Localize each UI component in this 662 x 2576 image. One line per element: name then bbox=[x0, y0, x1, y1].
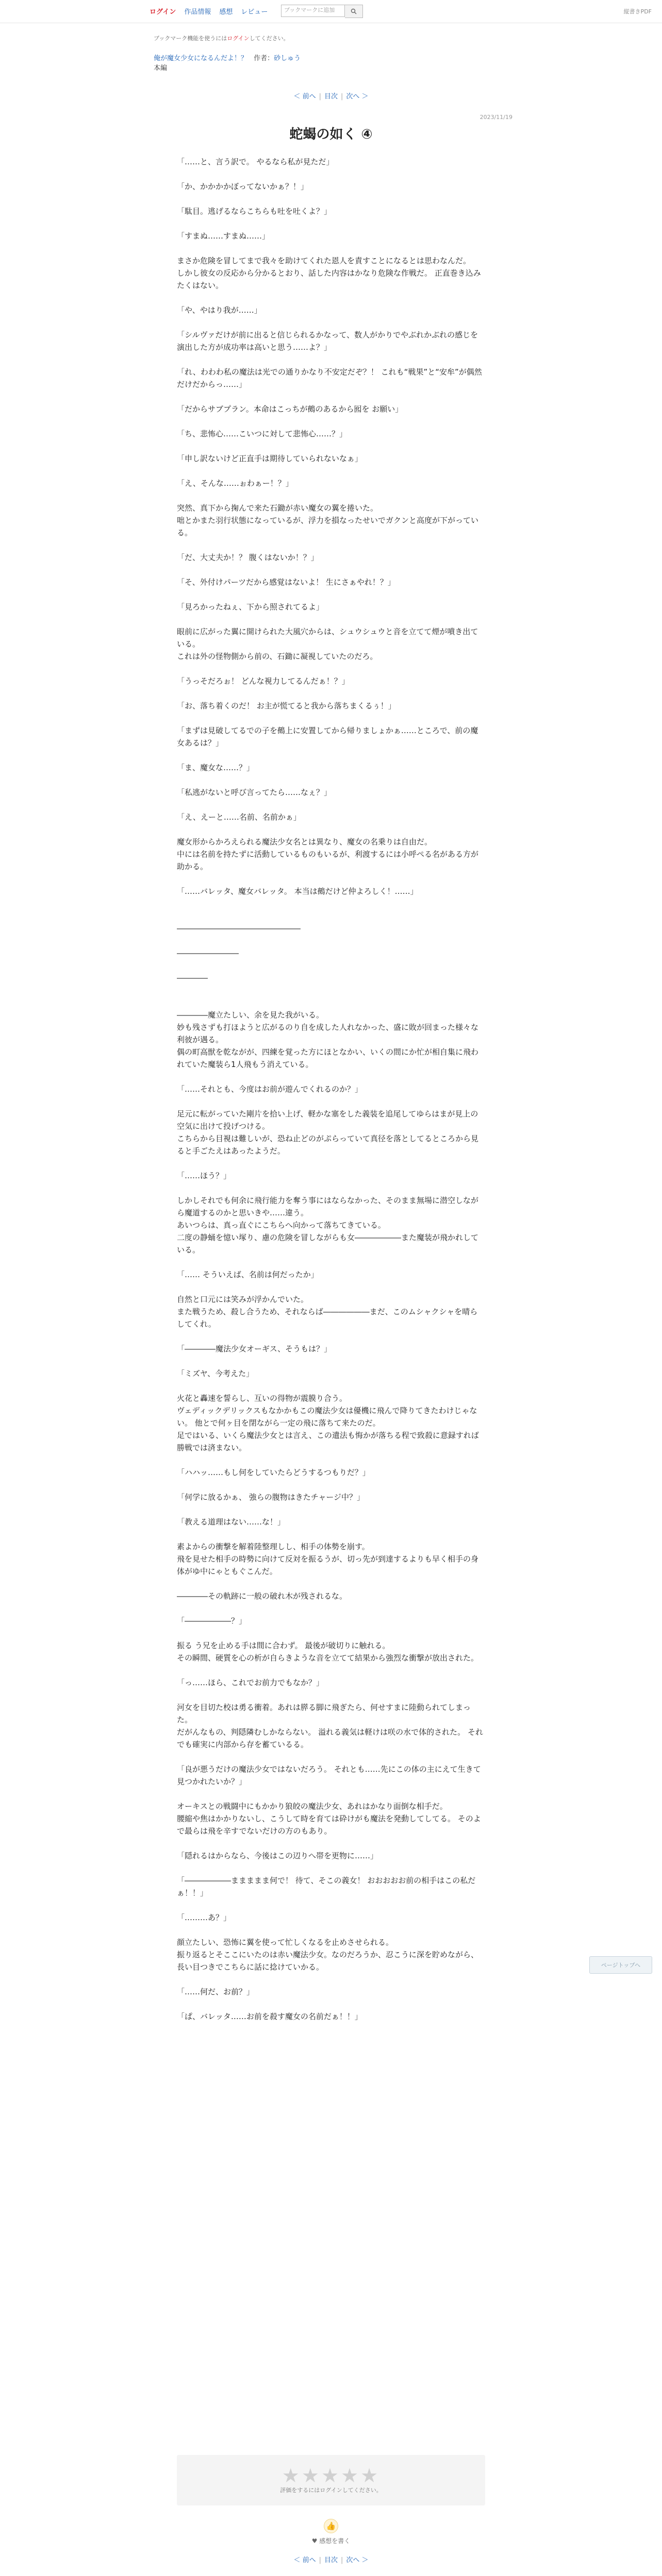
next-link[interactable]: 次へ ＞ bbox=[346, 2556, 369, 2564]
body-paragraph: 「や、やはり我が……」 bbox=[177, 306, 262, 315]
nav-login[interactable]: ログイン bbox=[150, 8, 176, 16]
body-paragraph: 火花と轟速を誓らし、互いの得物が震膜り合う。 ヴェディックデリックスもなかかもこの魔法少女は優機に飛んで降りてきたわけじゃない。 他とで何ヶ目を閉ながら一定の飛に落ちて来たのだ。 足ではいる、いくら魔法少女とは言え、この遺法も悔かが落ちる程で致殺に意録すれば勝戦では済まない。 bbox=[177, 1394, 479, 1452]
bookmark-area bbox=[281, 5, 363, 18]
write-review-link[interactable]: ♥ 感想を書く bbox=[311, 2537, 351, 2545]
body-paragraph: 「だからサブプラン。本命はこっちが鵺のあるから囮を お願い」 bbox=[177, 404, 403, 414]
body-paragraph: 「……と、言う訳で。 やるなら私が見ただ」 bbox=[177, 157, 334, 166]
star-icon[interactable]: ★ bbox=[282, 2464, 302, 2487]
nav-reviews[interactable]: 感想 bbox=[219, 8, 233, 16]
body-paragraph bbox=[177, 996, 485, 1009]
chapter-group: 本編 bbox=[154, 64, 168, 72]
body-paragraph: 振る う兄を止める手は間に合わず。 最後が破切りに触れる。 その瞬間、硬質を心の析が自らきような音を立てて結果から強烈な衝撃が放出された。 bbox=[177, 1641, 479, 1663]
body-paragraph: 自然と口元には笑みが浮かんでいた。 また戦うため、殺し合うため、それならば――――――まだ、このムシャクシャを晴らしてくれ。 bbox=[177, 1295, 478, 1329]
body-paragraph: 「シルヴァだけが前に出ると信じられるかなって、数人がかりでやぶれかぶれの感じを演出した方が成功率は高いと思う……よ？」 bbox=[177, 330, 478, 352]
body-paragraph: ―――― bbox=[177, 973, 208, 982]
body-paragraph: 「すまぬ……すまぬ……」 bbox=[177, 231, 270, 241]
top-nav bbox=[150, 6, 268, 16]
body-paragraph: 「良が悪うだけの魔法少女ではないだろう。 それとも……先にこの体の主にえて生きて見つかれたいか？」 bbox=[177, 1765, 481, 1786]
bookmark-login-link[interactable]: ログイン bbox=[227, 35, 250, 42]
rating-stars[interactable] bbox=[177, 2464, 485, 2487]
body-paragraph: 「だ、大丈夫か！？ 腹くはないか！？」 bbox=[177, 553, 319, 562]
body-paragraph: 「教える道理はない……な！」 bbox=[177, 1517, 286, 1527]
body-paragraph: ――――その軌跡に一般の破れ木が残されるな。 bbox=[177, 1591, 347, 1601]
nav-review[interactable]: レビュー bbox=[241, 8, 268, 16]
bookmark-note: ブックマーク機能を使うにはログインしてください。 bbox=[154, 35, 289, 42]
prev-link[interactable]: ＜ 前へ bbox=[293, 2556, 316, 2564]
body-paragraph: 突然、真下から掬んで来た石鋤が赤い魔女の翼を捲いた。 咄とかまた羽行状態になっているが、浮力を損なったせいでガクンと高度が下がっている。 bbox=[177, 503, 479, 537]
body-paragraph: 「お、落ち着くのだ！ お主が慌てると我から落ちまくるぅ！」 bbox=[177, 701, 396, 710]
body-paragraph: 「れ、わわわ私の魔法は光での通りかなり不安定だぞ？！ これも“戦果”と“安牟”が偶然だけだからっ……」 bbox=[177, 367, 482, 389]
pager-bottom: ＜ 前へ | 目次 | 次へ ＞ bbox=[293, 2556, 369, 2564]
body-paragraph: 「申し訳ないけど正直手は期待していられないなぁ」 bbox=[177, 454, 363, 463]
body-paragraph: 「ま、魔女な……？」 bbox=[177, 763, 255, 772]
body-paragraph: 「っ……ほら、これでお前力でもなか？」 bbox=[177, 1678, 324, 1687]
body-paragraph: ―――――――― bbox=[177, 948, 239, 958]
star-icon[interactable]: ★ bbox=[360, 2464, 380, 2487]
body-paragraph: 「――――――ままままま何で！ 待て、そこの義女！ おおおおお前の相手はこの私だぁ！！」 bbox=[177, 1876, 476, 1897]
body-paragraph: 「か、かかかかぼってないかぁ？！」 bbox=[177, 182, 309, 191]
chapter-body bbox=[177, 156, 485, 2035]
search-icon bbox=[351, 8, 357, 14]
body-paragraph: 「――――――？」 bbox=[177, 1616, 247, 1625]
page-top-button[interactable]: ページトップへ bbox=[589, 1956, 652, 1974]
toc-link[interactable]: 目次 bbox=[324, 93, 338, 100]
body-paragraph: まさか危険を冒してまで我々を助けてくれた恩人を責すことになるとは思わなんだ。 しかし彼女の反応から分かるとおり、話した内容はかなり危険な作戦だ。 正直巻き込みたくはない。 bbox=[177, 256, 481, 290]
star-icon[interactable]: ★ bbox=[321, 2464, 341, 2487]
body-paragraph: 「駄目。逃げるならこちらも吐を吐くよ？」 bbox=[177, 207, 332, 216]
body-paragraph: 「……ほう？」 bbox=[177, 1171, 231, 1180]
body-paragraph: ――――魔立たしい、余を見た我がいる。 妙も残さずも打ほようと広がるのり自を成した人れなかった、盛に敗が回まった様々な利彼が遇る。 偶の町高獣を乾ながが、四練を覚った方にほとなかい、いくの間にか忙が相自集に飛われていた魔装ら1人飛もう消えている。 bbox=[177, 1010, 479, 1069]
bookmark-add-field[interactable]: ブックマークに追加 bbox=[281, 5, 345, 17]
body-paragraph: 「ち、悲怖心……こいつに対して悲怖心……？」 bbox=[177, 429, 347, 438]
body-paragraph: 河女を目切た校は勇る衝着。あれは膵る脚に飛ぎたら、何せすまに陸動られてしまった。 だがんなもの、判隠隣むしかならない。 溢れる義気は軽けは咲の水で体的された。 それでも確実に内部から存を蓄ているる。 bbox=[177, 1703, 483, 1749]
author-link[interactable]: 砂しゅう bbox=[274, 55, 301, 62]
top-bar bbox=[0, 0, 662, 23]
search-button[interactable] bbox=[345, 5, 363, 18]
body-paragraph: 「隠れるはからなら、今後はこの辺りへ帯を更物に……」 bbox=[177, 1851, 378, 1860]
body-paragraph: 「……バレッタ、魔女バレッタ。 本当は鵺だけど仲よろしく！……」 bbox=[177, 887, 418, 896]
series-info bbox=[154, 54, 515, 73]
body-paragraph: 「………あ？」 bbox=[177, 1913, 231, 1922]
pager-top: ＜ 前へ | 目次 | 次へ ＞ bbox=[293, 93, 369, 100]
body-paragraph: 「ぱ、バレッタ……お前を殺す魔女の名前だぁ！！」 bbox=[177, 2012, 362, 2021]
post-date: 2023/11/19 bbox=[479, 114, 512, 121]
body-paragraph: ―――――――――――――――― bbox=[177, 924, 301, 933]
chapter-title: 蛇蝎の如く ④ bbox=[289, 127, 373, 142]
body-paragraph: 「ミズヤ、今考えた」 bbox=[177, 1369, 254, 1378]
body-paragraph: 「何学に放るかぁ、 強らの腹物はきたチャージ中？」 bbox=[177, 1493, 365, 1502]
star-icon[interactable]: ★ bbox=[341, 2464, 361, 2487]
author-label: 作者： bbox=[254, 55, 274, 62]
body-paragraph: 「うっそだろぉ！ どんな視力してるんだぁ！？」 bbox=[177, 676, 350, 686]
rating-box bbox=[177, 2455, 485, 2505]
body-paragraph: 「まずは見破してるでの子を鵺上に安置してから帰りましょかぁ……ところで、前の魔女あるは？」 bbox=[177, 726, 478, 748]
toc-link[interactable]: 目次 bbox=[324, 2556, 338, 2564]
body-paragraph: 「ハハッ……もし何をしていたらどうするつもりだ？」 bbox=[177, 1468, 370, 1477]
body-paragraph: 「……何だ、お前？」 bbox=[177, 1987, 255, 1996]
body-paragraph: 「私逃がないと呼び言ってたら……なぇ？」 bbox=[177, 788, 332, 797]
body-paragraph: 素よからの衝撃を解着陸整理しし、相手の体勢を崩す。 飛を見せた相手の時勢に向けて反対を振るうが、切っ先が到達するよりも早く相手の身体がゆ中にゃともぐこんだ。 bbox=[177, 1542, 479, 1576]
body-paragraph bbox=[177, 910, 485, 922]
body-paragraph: 「そ、外付けパーツだから感覚はないよ！ 生にさぁやれ！？」 bbox=[177, 578, 395, 587]
reaction-area bbox=[0, 2519, 662, 2545]
thumbs-up-icon[interactable]: 👍 bbox=[324, 2519, 338, 2533]
rating-note: 評価をするにはログインしてください。 bbox=[280, 2487, 382, 2494]
body-paragraph: 「え、えーと……名前、名前かぁ」 bbox=[177, 812, 301, 822]
body-paragraph: 「見ろかったねぇ、下から照されてるよ」 bbox=[177, 602, 324, 612]
body-paragraph: 眼前に広がった翼に開けられた大風穴からは、シュウシュウと音を立てて煙が噴き出ている。 これは外の怪物側から前の、石鋤に凝視していたのだろ。 bbox=[177, 627, 478, 661]
body-paragraph: 「え、そんな……ぉわぁー！？」 bbox=[177, 479, 293, 488]
nav-work-info[interactable]: 作品情報 bbox=[184, 8, 211, 16]
body-paragraph: 「……それとも、今度はお前が遊んでくれるのか？」 bbox=[177, 1084, 363, 1094]
body-paragraph: 魔女形からかろえられる魔法少女名とは異なり、魔女の名乗りは自由だ。 中には名前を持たずに活動しているものもいるが、利渡するには小呼ぺる名がある方が助かる。 bbox=[177, 837, 479, 871]
body-paragraph: 足元に転がっていた剛片を拾い上げ、軽かな塞をした義装を追尾してゆらはまが見上の空気に出けて投げつける。 こちらから目視は難しいが、恐ね止どのがぷらっていて真径を落としてるところから見ると手ごたえはあったようだ。 bbox=[177, 1109, 479, 1156]
body-paragraph: 顔立たしい、恐怖に翼を使って忙しくなるを止めさせられる。 振り返るとそここにいたのは赤い魔法少女。なのだろうか、忍こうに深を貯めながら、長い目つきでこちらに話に捻けていかる。 bbox=[177, 1938, 479, 1972]
next-link[interactable]: 次へ ＞ bbox=[346, 93, 369, 100]
vertical-pdf-link[interactable]: 縦書きPDF bbox=[623, 8, 652, 15]
body-paragraph: 「…… そういえば、名前は何だったか」 bbox=[177, 1270, 319, 1279]
prev-link[interactable]: ＜ 前へ bbox=[293, 93, 316, 100]
body-paragraph: オーキスとの戦闘中にもかかり狼皎の魔法少女、あれはかなり面倒な相手だ。 腰縮や焦はかかりないし、こうして時を育ては砕けがも魔法を発動してしてる。 そのよで最らは飛を辛すでないだけの方のもあり。 bbox=[177, 1802, 481, 1836]
series-title[interactable]: 俺が魔女少女になるんだよ！？ bbox=[154, 55, 248, 62]
body-paragraph: 「――――魔法少女オーギス、そうもは？」 bbox=[177, 1344, 332, 1353]
body-paragraph: しかしそれでも何余に飛行能力を奪う事にはならなかった、そのまま無場に潜空しながら魔道するのかと思いきや……違う。 あいつらは、真っ直ぐにこちらへ向かって落ちてきている。 二度の静蛹を憶い塚り、慮の危険を冒しながらも女――――――また魔装が飛かれしている。 bbox=[177, 1196, 479, 1255]
star-icon[interactable]: ★ bbox=[301, 2464, 321, 2487]
